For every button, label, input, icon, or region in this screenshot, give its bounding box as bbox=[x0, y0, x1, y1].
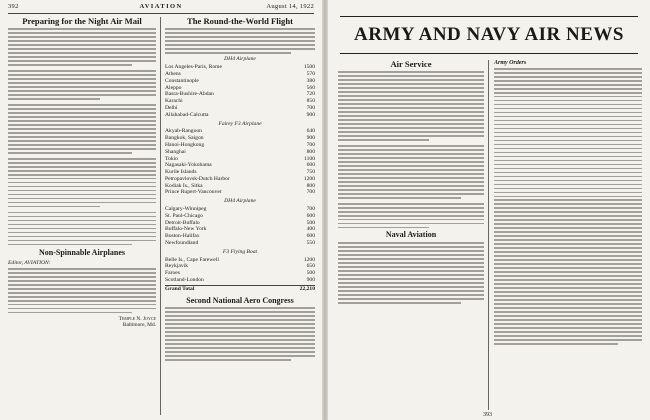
air-service-body bbox=[338, 71, 484, 228]
route-name: Kurile Islands bbox=[165, 169, 197, 176]
route-name: Scotland-London bbox=[165, 277, 204, 284]
route-miles: 800 bbox=[306, 182, 315, 189]
signature bbox=[8, 316, 156, 329]
route-row bbox=[165, 135, 315, 142]
route-miles: 700 bbox=[306, 104, 315, 111]
route-name: Newfoundland bbox=[165, 240, 199, 247]
route-name: Karachi bbox=[165, 98, 183, 105]
route-name: Petropavlovsk-Dutch Harbor bbox=[165, 175, 230, 182]
route-miles: 400 bbox=[306, 226, 315, 233]
naval-aviation-title: Naval Aviation bbox=[385, 230, 437, 240]
route-miles: 600 bbox=[306, 162, 315, 169]
route-miles: 700 bbox=[306, 206, 315, 213]
article-body-non-spinnable bbox=[8, 268, 156, 313]
route-miles: 640 bbox=[306, 128, 315, 135]
route-row bbox=[165, 169, 315, 176]
issue-date: August 14, 1922 bbox=[266, 3, 314, 10]
route-row bbox=[165, 128, 315, 135]
route-row bbox=[165, 189, 315, 196]
column-rule bbox=[160, 17, 161, 415]
right-column bbox=[165, 17, 315, 417]
article-title-night-air-mail: Preparing for the Night Air Mail bbox=[22, 17, 142, 26]
route-miles: 600 bbox=[306, 212, 315, 219]
route-name: Kodiak Is., Sitka bbox=[165, 182, 203, 189]
route-row bbox=[165, 85, 315, 92]
right-page-number: 393 bbox=[483, 412, 492, 418]
route-row bbox=[165, 105, 315, 112]
route-row bbox=[165, 156, 315, 163]
route-name: Athens bbox=[165, 70, 181, 77]
route-caption-2: Fairey F3 Airplane bbox=[218, 120, 262, 127]
article-title-aero-congress: Second National Aero Congress bbox=[186, 295, 294, 305]
route-miles: 700 bbox=[306, 189, 315, 196]
signature-name: Temple N. Joyce bbox=[118, 315, 156, 322]
route-caption-1: DH4 Airplane bbox=[224, 56, 256, 63]
route-row bbox=[165, 176, 315, 183]
running-header bbox=[8, 3, 314, 14]
route-name: Belle Is., Cape Farewell bbox=[165, 256, 219, 263]
route-name: Allahabad-Calcutta bbox=[165, 111, 209, 118]
article-title-non-spinnable: Non-Spinnable Airplanes bbox=[38, 248, 126, 258]
masthead-title: ARMY AND NAVY AIR NEWS bbox=[354, 24, 624, 45]
route-row bbox=[165, 162, 315, 169]
route-miles: 1200 bbox=[303, 256, 315, 263]
route-name: Akyab-Rangoon bbox=[165, 128, 202, 135]
army-orders-header: Army Orders bbox=[494, 60, 527, 66]
route-row bbox=[165, 78, 315, 85]
route-row bbox=[165, 112, 315, 119]
route-name: Hanoi-Hongkong bbox=[165, 141, 205, 148]
route-table bbox=[165, 56, 315, 292]
route-name: Prince Rupert-Vancouver bbox=[165, 189, 222, 196]
naval-aviation-body bbox=[338, 242, 484, 303]
left-column bbox=[8, 17, 156, 417]
route-row bbox=[165, 183, 315, 190]
route-miles: 1200 bbox=[303, 175, 315, 182]
route-miles: 700 bbox=[306, 141, 315, 148]
route-row bbox=[165, 213, 315, 220]
route-miles: 720 bbox=[306, 91, 315, 98]
route-name: Buffalo-New York bbox=[165, 226, 207, 233]
signature-place: Baltimore, Md. bbox=[122, 322, 156, 329]
route-miles: 500 bbox=[306, 270, 315, 277]
route-name: Calgary-Winnipeg bbox=[165, 206, 207, 213]
route-miles: 560 bbox=[306, 84, 315, 91]
article-title-round-world: The Round-the-World Flight bbox=[186, 17, 293, 26]
route-row bbox=[165, 91, 315, 98]
route-miles: 570 bbox=[306, 70, 315, 77]
route-row bbox=[165, 142, 315, 149]
route-miles: 800 bbox=[306, 148, 315, 155]
route-miles: 900 bbox=[306, 135, 315, 142]
route-row bbox=[165, 98, 315, 105]
air-service-column bbox=[338, 60, 484, 410]
route-row bbox=[165, 64, 315, 71]
route-miles: 750 bbox=[306, 169, 315, 176]
army-orders-body bbox=[494, 68, 642, 345]
editor-line: Editor, AVIATION: bbox=[8, 260, 51, 267]
masthead bbox=[340, 16, 638, 54]
article-body-round-world bbox=[165, 28, 315, 54]
route-row bbox=[165, 277, 315, 284]
route-name: Nagasaki-Yokohama bbox=[165, 162, 212, 169]
route-row bbox=[165, 257, 315, 264]
column-rule-right bbox=[488, 60, 489, 410]
route-name: Shanghai bbox=[165, 148, 186, 155]
route-grand-total: Grand Total 22,210 bbox=[165, 285, 315, 292]
route-name: St. Paul-Chicago bbox=[165, 212, 203, 219]
route-caption-4: F3 Flying Boat bbox=[222, 248, 258, 255]
route-name: Detroit-Buffalo bbox=[165, 219, 200, 226]
route-name: Tokio bbox=[165, 155, 178, 162]
army-orders-column bbox=[494, 60, 642, 410]
route-row bbox=[165, 71, 315, 78]
left-page bbox=[0, 0, 322, 420]
route-miles: 380 bbox=[306, 77, 315, 84]
route-miles: 500 bbox=[306, 219, 315, 226]
route-name: Basra-Bushire-Abdan bbox=[165, 91, 214, 98]
route-row bbox=[165, 206, 315, 213]
route-miles: 1100 bbox=[304, 155, 315, 162]
route-miles: 900 bbox=[306, 111, 315, 118]
air-service-title: Air Service bbox=[390, 60, 432, 69]
route-name: Boston-Halifax bbox=[165, 233, 200, 240]
route-miles: 650 bbox=[306, 263, 315, 270]
route-name: Faroes bbox=[165, 270, 180, 277]
route-caption-3: DH4 Airplane bbox=[224, 198, 256, 205]
running-title: AVIATION bbox=[139, 3, 183, 10]
route-row bbox=[165, 240, 315, 247]
route-name: Delhi bbox=[165, 104, 178, 111]
route-name: Constantinople bbox=[165, 77, 199, 84]
route-miles: 900 bbox=[306, 277, 315, 284]
route-miles: 850 bbox=[306, 98, 315, 105]
route-name: Aleppo bbox=[165, 84, 182, 91]
route-row bbox=[165, 270, 315, 277]
article-body-night-air-mail bbox=[8, 28, 156, 245]
route-miles: 1500 bbox=[303, 64, 315, 71]
route-row bbox=[165, 149, 315, 156]
article-body-aero-congress bbox=[165, 307, 315, 360]
route-name: Los Angeles-Paris, Rome bbox=[165, 64, 223, 71]
route-miles: 600 bbox=[306, 233, 315, 240]
route-name: Bangkok, Saigon bbox=[165, 135, 204, 142]
page-number: 392 bbox=[8, 3, 19, 10]
route-name: Reykjavik bbox=[165, 263, 188, 270]
route-miles: 550 bbox=[306, 240, 315, 247]
route-row bbox=[165, 263, 315, 270]
right-page bbox=[328, 0, 650, 420]
